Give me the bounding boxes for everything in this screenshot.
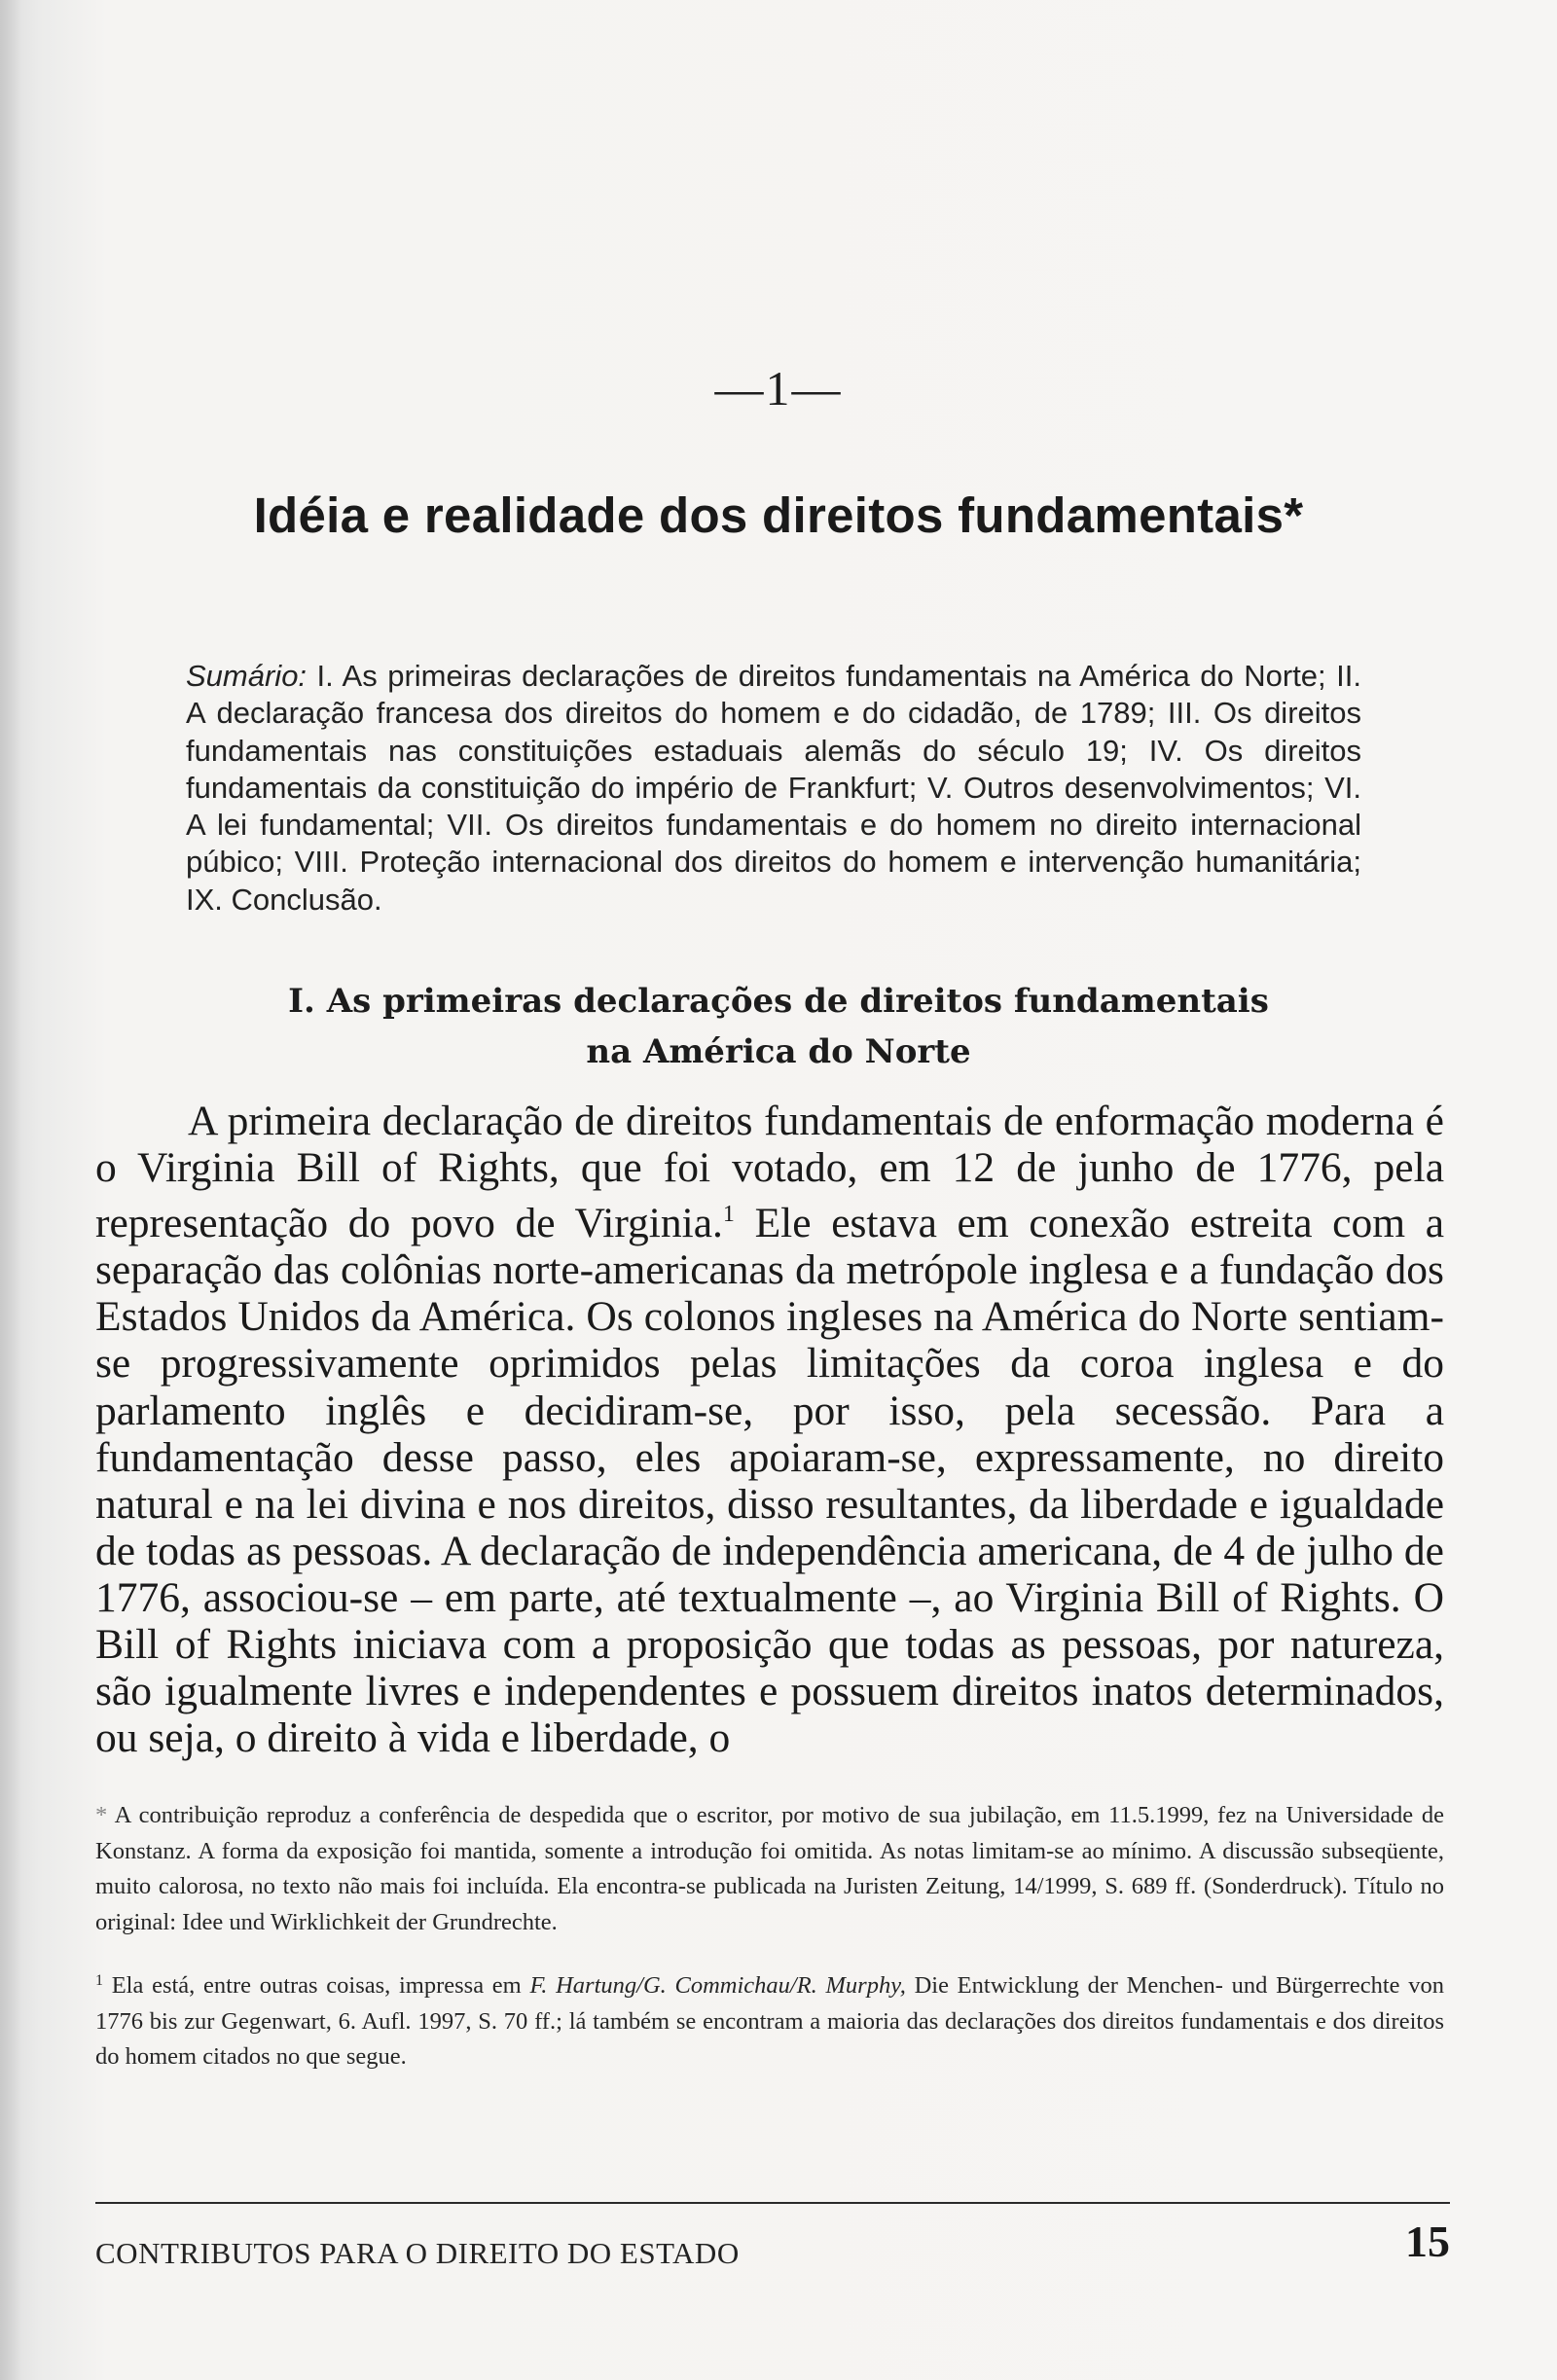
footnote-star-marker: * <box>95 1802 108 1828</box>
section-heading-line-1: I. As primeiras declarações de direitos fundamentais <box>288 982 1269 1021</box>
chapter-summary <box>186 658 1361 919</box>
binding-shadow <box>0 0 21 2380</box>
footer-rule <box>95 2202 1450 2204</box>
footnote-1-text-a: Ela está, entre outras coisas, impressa em <box>111 1972 530 1999</box>
footnote-star <box>95 1798 1444 1940</box>
section-heading-line-2: na América do Norte <box>586 1032 971 1071</box>
footnotes <box>95 1798 1444 2075</box>
summary-text: I. As primeiras declarações de direitos fundamentais na América do Norte; II. A declaração francesa dos direitos do homem e do cidadão, de 1789; III. Os direitos fundamentais nas constituições estaduais alemãs do século 19; IV. Os direitos fundamentais da constituição do império de Frankfurt; V. Outros desenvolvimentos; VI. A lei fundamental; VII. Os direitos fundamentais e do homem no direito internacional púbico; VIII. Proteção internacional dos direitos do homem e intervenção humanitária; IX. Conclusão. <box>186 659 1361 917</box>
body-paragraph <box>95 1098 1444 1761</box>
journal-title: CONTRIBUTOS PARA O DIREITO DO ESTADO <box>95 2236 740 2270</box>
footnote-1 <box>95 1964 1444 2075</box>
footnote-1-authors: F. Hartung/G. Commichau/R. Murphy, <box>529 1972 906 1999</box>
chapter-number: —1— <box>714 361 843 415</box>
chapter-title: Idéia e realidade dos direitos fundamentais* <box>253 487 1304 543</box>
page-number: 15 <box>1405 2217 1450 2266</box>
summary-label: Sumário: <box>186 659 308 693</box>
section-heading <box>0 976 1557 1077</box>
footnote-reference-1[interactable]: 1 <box>722 1202 735 1228</box>
footnote-1-text-b: Die Entwicklung der Menchen- und Bürgerrechte von 1776 bis zur Gegenwart, 6. Aufl. 1997, S. 70 ff.; lá também se encontram a maioria das declarações dos direitos fundamentais e dos direitos do homem citados no que segue. <box>95 1972 1444 2070</box>
footnote-1-marker: 1 <box>95 1972 103 1989</box>
paragraph-part-2: Ele estava em conexão estreita com a separação das colônias norte-americanas da metrópole inglesa e a fundação dos Estados Unidos da América. Os colonos ingleses na América do Norte sentiam-se progressivamente oprimidos pelas limitações da coroa inglesa e do parlamento inglês e decidiram-se, por isso, pela secessão. Para a fundamentação desse passo, eles apoiaram-se, expressamente, no direito natural e na lei divina e nos direitos, disso resultantes, da liberdade e igualdade de todas as pessoas. A declaração de independência americana, de 4 de julho de 1776, associou-se – em parte, até textualmente –, ao Virginia Bill of Rights. O Bill of Rights iniciava com a proposição que todas as pessoas, por natureza, são igualmente livres e independentes e possuem direitos inatos determinados, ou seja, o direito à vida e liberdade, o <box>95 1200 1445 1762</box>
footnote-star-text: A contribuição reproduz a conferência de despedida que o escritor, por motivo de sua jubilação, em 11.5.1999, fez na Universidade de Konstanz. A forma da exposição foi mantida, somente a introdução foi omitida. As notas limitam-se ao mínimo. A discussão subseqüente, muito calorosa, no texto não mais foi incluída. Ela encontra-se publicada na Juristen Zeitung, 14/1999, S. 689 ff. (Sonderdruck). Título no original: Idee und Wirklichkeit der Grundrechte. <box>95 1802 1444 1935</box>
paragraph-part-1: A primeira declaração de direitos fundamentais de enformação moderna é o Virginia Bill of Rights, que foi votado, em 12 de junho de 1776, pela representação do povo de Virginia. <box>95 1098 1444 1247</box>
